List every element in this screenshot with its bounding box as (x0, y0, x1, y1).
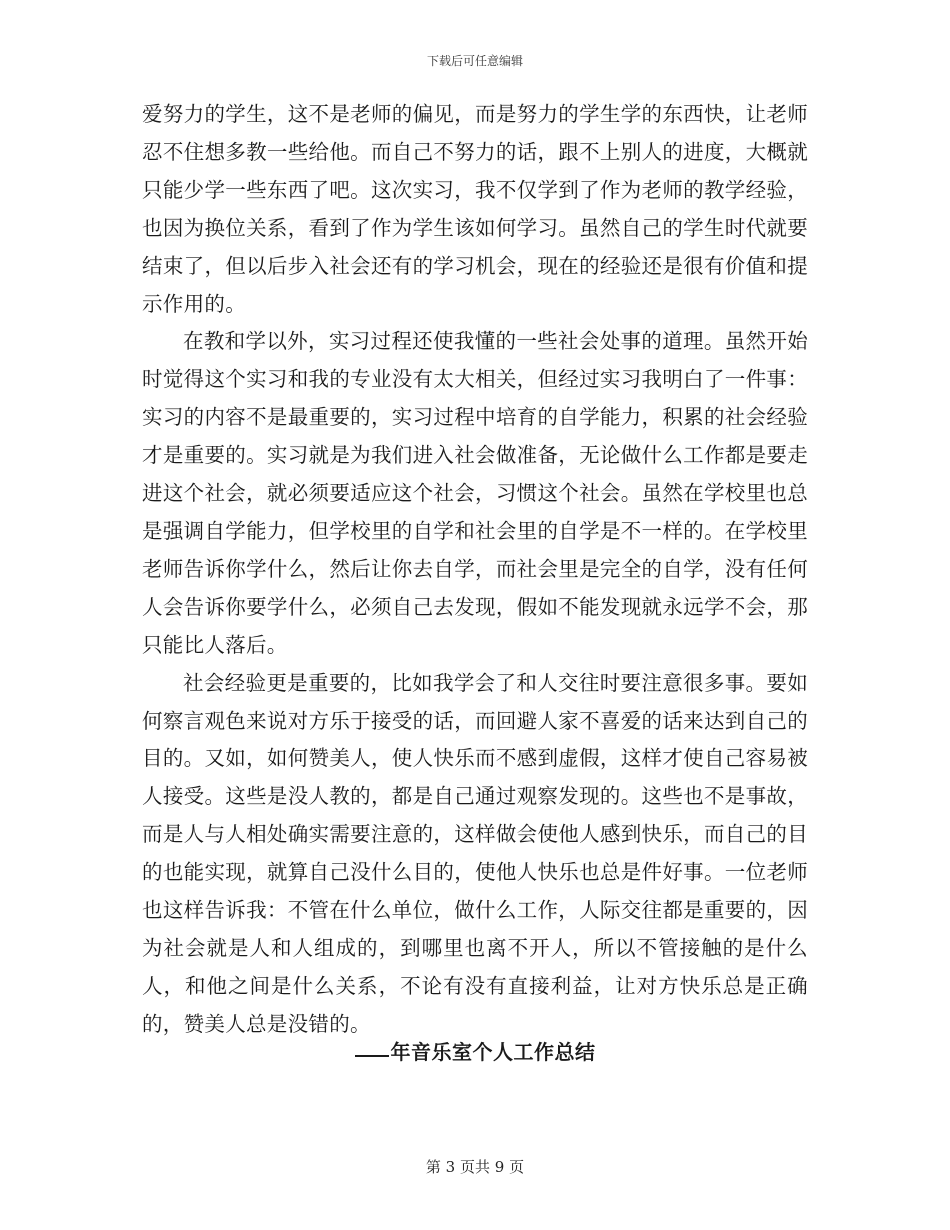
page-header: 下载后可任意编辑 (426, 54, 523, 68)
page-footer: 第 3 页共 9 页 (425, 1158, 525, 1176)
paragraph-2: 在教和学以外，实习过程还使我懂的一些社会处事的道理。虽然开始时觉得这个实习和我的专业没有太大相关，但经过实习我明白了一件事：实习的内容不是最重要的，实习过程中培育的自学能力，积累的社会经验才是重要的。实习就是为我们进入社会做准备，无论做什么工作都是要走进这个社会，就必须要适应这个社会，习惯这个社会。虽然在学校里也总是强调自学能力，但学校里的自学和社会里的自学是不一样的。在学校里老师告诉你学什么，然后让你去自学，而社会里是完全的自学，没有任何人会告诉你要学什么，必须自己去发现，假如不能发现就永远学不会，那只能比人落后。 (142, 329, 808, 657)
section-title-text: 年音乐室个人工作总结 (390, 1040, 596, 1064)
paragraph-3: 社会经验更是重要的，比如我学会了和人交往时要注意很多事。要如何察言观色来说对方乐于接受的话，而回避人家不喜爱的话来达到自己的目的。又如，如何赞美人，使人快乐而不感到虚假，这样才使自己容易被人接受。这些是没人教的，都是自己通过观察发现的。这些也不是事故，而是人与人相处确实需要注意的，这样做会使他人感到快乐，而自己的目的也能实现，就算自己没什么目的，使他人快乐也总是件好事。一位老师也这样告诉我：不管在什么单位，做什么工作，人际交往都是重要的，因为社会就是人和人组成的，到哪里也离不开人，所以不管接触的是什么人，和他之间是什么关系，不论有没有直接利益，让对方快乐总是正确的，赞美人总是没错的。 (142, 670, 808, 1036)
document-body (142, 96, 808, 1044)
section-title (0, 1036, 950, 1065)
paragraph-1: 爱努力的学生，这不是老师的偏见，而是努力的学生学的东西快，让老师忍不住想多教一些给他。而自己不努力的话，跟不上别人的进度，大概就只能少学一些东西了吧。这次实习，我不仅学到了作为老师的教学经验，也因为换位关系，看到了作为学生该如何学习。虽然自己的学生时代就要结束了，但以后步入社会还有的学习机会，现在的经验还是很有价值和提示作用的。 (142, 102, 808, 316)
year-blank-underline (355, 1055, 389, 1057)
